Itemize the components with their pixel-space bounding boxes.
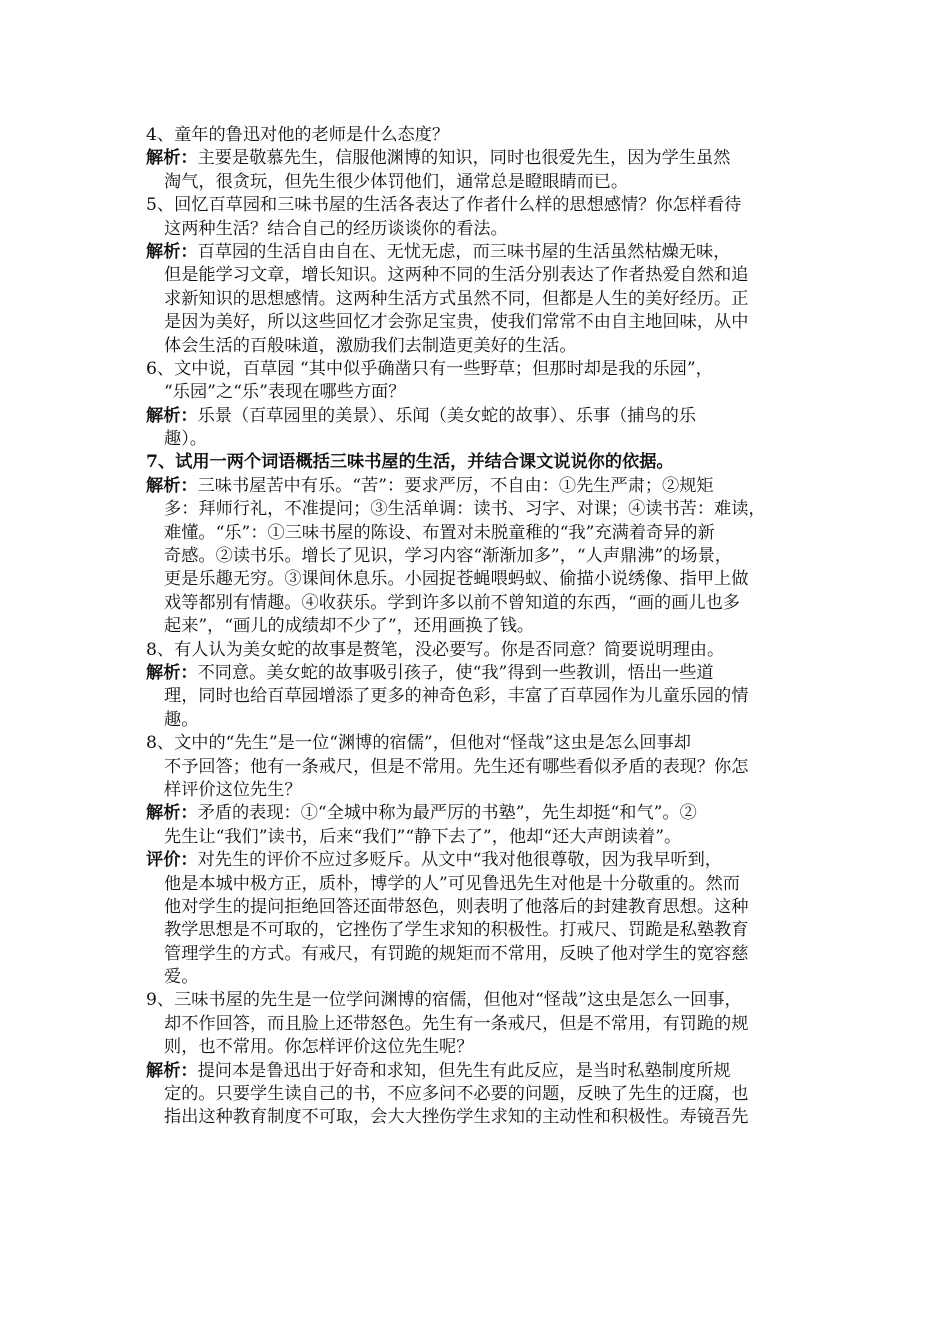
- text-line: [146, 124, 806, 147]
- text-line: [146, 592, 806, 615]
- text-line: [146, 335, 806, 358]
- text-segment: 趣）。: [164, 429, 207, 450]
- text-line: [146, 358, 806, 381]
- text-segment: 6、文中说，百草园 “其中似乎确凿只有一些野草；但那时却是我的乐园”，: [146, 358, 713, 379]
- text-segment: 乐景（百草园里的美景）、乐闻（美女蛇的故事）、乐事（捕鸟的乐: [197, 405, 697, 426]
- text-line: [146, 241, 806, 264]
- text-line: [146, 896, 806, 919]
- text-segment: 5、回忆百草园和三味书屋的生活各表达了作者什么样的思想感情？你怎样看待: [146, 195, 742, 216]
- text-segment: 是因为美好，所以这些回忆才会弥足宝贵，使我们常常不由自主地回味，从中: [164, 312, 749, 333]
- text-segment: 奇感。②读书乐。增长了见识，学习内容“渐渐加多”，“人声鼎沸”的场景，: [164, 546, 732, 567]
- text-segment: 淘气，很贪玩，但先生很少体罚他们，通常总是瞪眼睛而已。: [164, 171, 629, 192]
- text-segment: 定的。只要学生读自己的书，不应多问不必要的问题，反映了先生的迂腐，也: [164, 1084, 749, 1105]
- text-segment: 矛盾的表现：①“全城中称为最严厉的书塾”，先生却挺“和气”。②: [197, 803, 697, 824]
- text-line: [146, 1060, 806, 1083]
- text-segment: 爱。: [164, 967, 199, 988]
- text-line: [146, 873, 806, 896]
- text-segment: 却不作回答，而且脸上还带怒色。先生有一条戒尺，但是不常用，有罚跪的规: [164, 1013, 749, 1034]
- document-body: [146, 124, 806, 1130]
- text-segment: 戏等都别有情趣。④收获乐。学到许多以前不曾知道的东西，“画的画儿也多: [164, 592, 740, 613]
- text-segment: 指出这种教育制度不可取，会大大挫伤学生求知的主动性和积极性。寿镜吾先: [164, 1107, 749, 1128]
- text-line: [146, 522, 806, 545]
- text-line: [146, 709, 806, 732]
- text-line: [146, 919, 806, 942]
- text-segment: 百草园的生活自由自在、无忧无虑，而三味书屋的生活虽然枯燥无味，: [197, 241, 731, 262]
- text-line: [146, 685, 806, 708]
- text-line: [146, 147, 806, 170]
- text-line: [146, 966, 806, 989]
- text-line: [146, 943, 806, 966]
- text-segment: 多：拜师行礼，不准提问；③生活单调：读书、习字、对课；④读书苦：难读，: [164, 499, 766, 520]
- text-line: [146, 615, 806, 638]
- text-segment: 求新知识的思想感情。这两种生活方式虽然不同，但都是人生的美好经历。正: [164, 288, 749, 309]
- bold-label: 解析：: [146, 241, 198, 262]
- text-segment: 不同意。美女蛇的故事吸引孩子，使“我”得到一些教训，悟出一些道: [197, 662, 714, 683]
- text-line: [146, 264, 806, 287]
- text-line: [146, 779, 806, 802]
- text-segment: 提问本是鲁迅出于好奇和求知，但先生有此反应，是当时私塾制度所规: [197, 1060, 731, 1081]
- text-segment: 体会生活的百般味道，激励我们去制造更美好的生活。: [164, 335, 577, 356]
- text-segment: 他是本城中极方正，质朴，博学的人”可见鲁迅先生对他是十分敬重的。然而: [164, 873, 740, 894]
- text-line: [146, 989, 806, 1012]
- bold-label: 解析：: [146, 405, 198, 426]
- text-segment: 难懂。“乐”：①三味书屋的陈设、布置对未脱童稚的“我”充满着奇异的新: [164, 522, 715, 543]
- text-segment: 8、文中的“先生”是一位“渊博的宿儒”，但他对“怪哉”这虫是怎么回事却: [146, 733, 691, 754]
- text-line: [146, 451, 806, 474]
- text-line: [146, 639, 806, 662]
- text-segment: 这两种生活？结合自己的经历谈谈你的看法。: [164, 218, 508, 239]
- text-line: [146, 662, 806, 685]
- text-segment: 趣。: [164, 709, 199, 730]
- text-segment: 但是能学习文章，增长知识。这两种不同的生活分别表达了作者热爱自然和追: [164, 265, 749, 286]
- bold-label: 评价：: [146, 850, 198, 871]
- text-line: [146, 849, 806, 872]
- bold-label: 解析：: [146, 1060, 198, 1081]
- text-line: [146, 405, 806, 428]
- text-segment: 三味书屋苦中有乐。“苦”：要求严厉，不自由：①先生严肃；②规矩: [197, 475, 714, 496]
- text-segment: 4、童年的鲁迅对他的老师是什么态度？: [146, 125, 450, 145]
- bold-label: 解析：: [146, 662, 198, 683]
- bold-label: 解析：: [146, 148, 198, 169]
- text-line: [146, 218, 806, 241]
- text-segment: 管理学生的方式。有戒尺，有罚跪的规矩而不常用，反映了他对学生的宽容慈: [164, 943, 749, 964]
- text-segment: 起来”，“画儿的成绩却不少了”，还用画换了钱。: [164, 616, 535, 637]
- text-segment: 样评价这位先生？: [164, 779, 302, 800]
- text-line: [146, 311, 806, 334]
- text-line: [146, 475, 806, 498]
- bold-label: 解析：: [146, 475, 198, 496]
- text-line: [146, 1106, 806, 1129]
- text-line: [146, 194, 806, 217]
- text-line: [146, 381, 806, 404]
- text-segment: 不予回答；他有一条戒尺，但是不常用。先生还有哪些看似矛盾的表现？你怎: [164, 756, 749, 777]
- text-line: [146, 568, 806, 591]
- text-segment: 教学思想是不可取的，它挫伤了学生求知的积极性。打戒尺、罚跪是私塾教育: [164, 920, 749, 941]
- text-line: [146, 826, 806, 849]
- text-segment: 则，也不常用。你怎样评价这位先生呢？: [164, 1037, 474, 1058]
- bold-label: 解析：: [146, 803, 198, 824]
- text-segment: 更是乐趣无穷。③课间休息乐。小园捉苍蝇喂蚂蚁、偷描小说绣像、指甲上做: [164, 569, 749, 590]
- text-line: [146, 756, 806, 779]
- text-line: [146, 802, 806, 825]
- text-segment: 对先生的评价不应过多贬斥。从文中“我对他很尊敬，因为我早听到，: [197, 850, 722, 871]
- text-segment: 先生让“我们”读书，后来“我们”“静下去了”，他却“还大声朗读着”。: [164, 826, 682, 847]
- text-segment: “乐园”之“乐”表现在哪些方面？: [164, 382, 406, 403]
- text-segment: 8、有人认为美女蛇的故事是赘笔，没必要写。你是否同意？简要说明理由。: [146, 639, 725, 660]
- text-line: [146, 1036, 806, 1059]
- text-line: [146, 498, 806, 521]
- text-line: [146, 1013, 806, 1036]
- text-line: [146, 288, 806, 311]
- text-line: [146, 171, 806, 194]
- text-line: [146, 732, 806, 755]
- text-line: [146, 545, 806, 568]
- text-segment: 理，同时也给百草园增添了更多的神奇色彩，丰富了百草园作为儿童乐园的情: [164, 686, 749, 707]
- text-segment: 主要是敬慕先生，信服他渊博的知识，同时也很爱先生，因为学生虽然: [197, 148, 731, 169]
- text-line: [146, 1083, 806, 1106]
- text-segment: 他对学生的提问拒绝回答还面带怒色，则表明了他落后的封建教育思想。这种: [164, 896, 749, 917]
- bold-label: 7、试用一两个词语概括三味书屋的生活，并结合课文说说你的依据。: [146, 452, 674, 473]
- text-segment: 9、三味书屋的先生是一位学问渊博的宿儒，但他对“怪哉”这虫是怎么一回事，: [146, 990, 742, 1011]
- text-line: [146, 428, 806, 451]
